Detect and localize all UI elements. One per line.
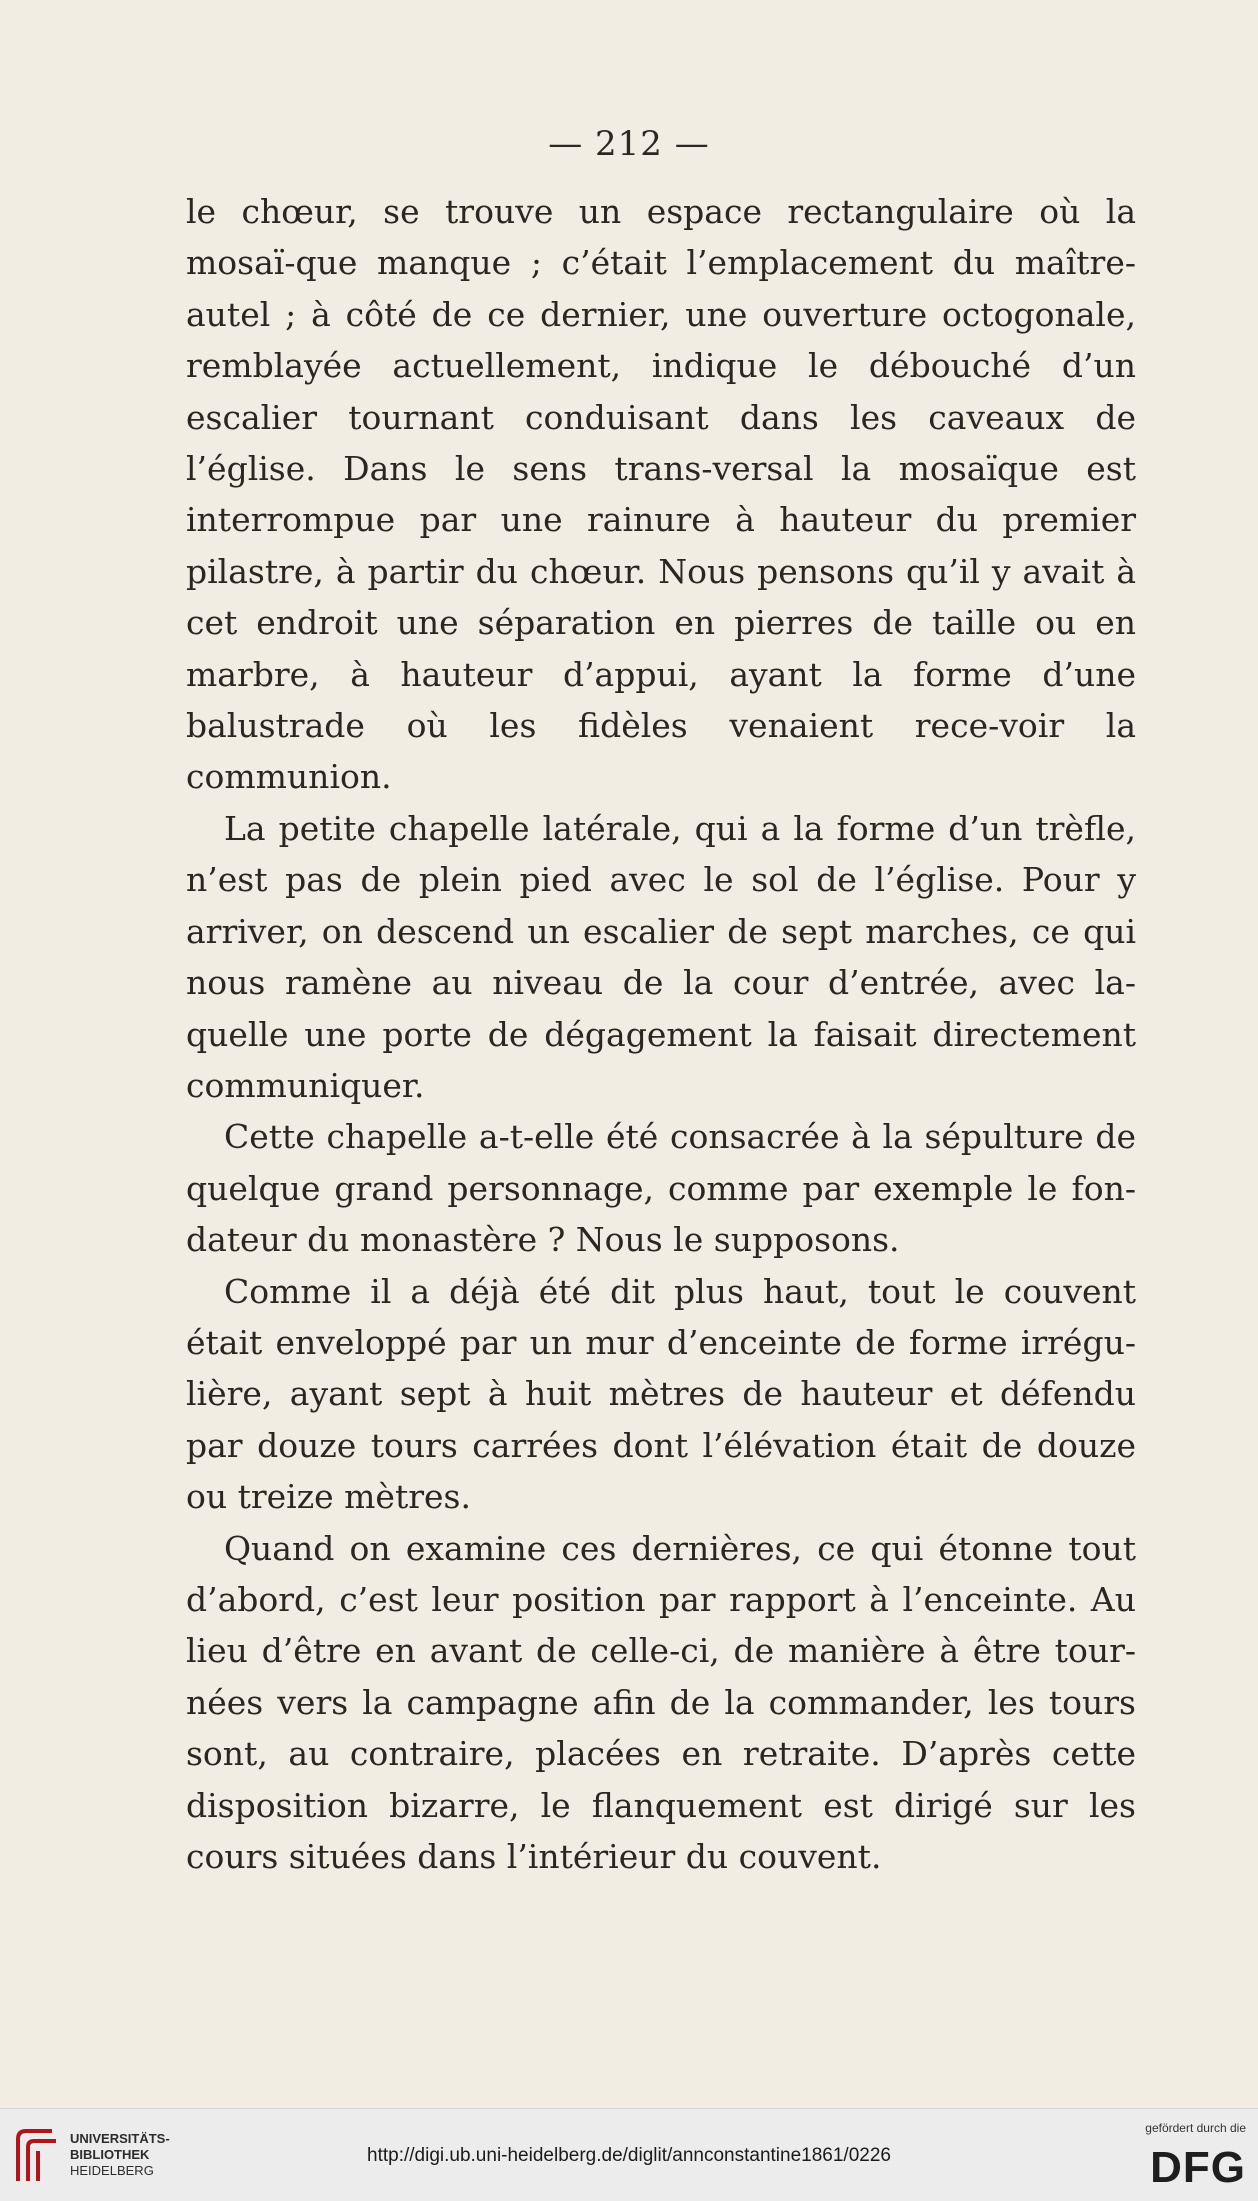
paragraph: Comme il a déjà été dit plus haut, tout le couvent était enveloppé par un mur d’enceinte de forme irrégu-lière, ayant sept à huit mètres de hauteur et défendu par douze tours carrées dont l’élévation était de douze ou treize mètres. (186, 1271, 1136, 1517)
library-name-line: BIBLIOTHEK (70, 2147, 150, 2162)
paragraph: La petite chapelle latérale, qui a la forme d’un trèfle, n’est pas de plein pied avec le sol de l’église. Pour y arriver, on descend un escalier de sept marches, ce qui nous ramène au niveau de la cour d’entrée, avec la-quelle une porte de dégagement la faisait directement communiquer. (186, 808, 1136, 1105)
body-text (186, 186, 1136, 1882)
paragraph: Quand on examine ces dernières, ce qui étonne tout d’abord, c’est leur position par rapport à l’enceinte. Au lieu d’être en avant de celle-ci, de manière à être tour-nées vers la campagne afin de la commander, les tours sont, au contraire, placées en retraite. D’après cette disposition bizarre, le flanquement est dirigé sur les cours situées dans l’intérieur du couvent. (186, 1528, 1136, 1876)
library-name-line: UNIVERSITÄTS- (70, 2131, 170, 2146)
paragraph: Cette chapelle a-t-elle été consacrée à la sépulture de quelque grand personnage, comme par exemple le fon-dateur du monastère ? Nous le supposons. (186, 1117, 1136, 1260)
footer-bar (0, 2108, 1258, 2201)
library-name-line: HEIDELBERG (70, 2163, 154, 2178)
funding-note: gefördert durch die (1145, 2121, 1246, 2135)
dfg-logo: DFG (1150, 2143, 1246, 2192)
source-url-link[interactable]: http://digi.ub.uni-heidelberg.de/diglit/annconstantine1861/0226 (367, 2145, 891, 2166)
page-number: — 212 — (548, 124, 710, 164)
paragraph: le chœur, se trouve un espace rectangulaire où la mosaï-que manque ; c’était l’emplacement du maître-autel ; à côté de ce dernier, une ouverture octogonale, remblayée actuellement, indique le débouché d’un escalier tournant conduisant dans les caveaux de l’église. Dans le sens trans-versal la mosaïque est interrompue par une rainure à hauteur du premier pilastre, à partir du chœur. Nous pensons qu’il y avait à cet endroit une séparation en pierres de taille ou en marbre, à hauteur d’appui, ayant la forme d’une balustrade où les fidèles venaient rece-voir la communion. (186, 192, 1136, 797)
